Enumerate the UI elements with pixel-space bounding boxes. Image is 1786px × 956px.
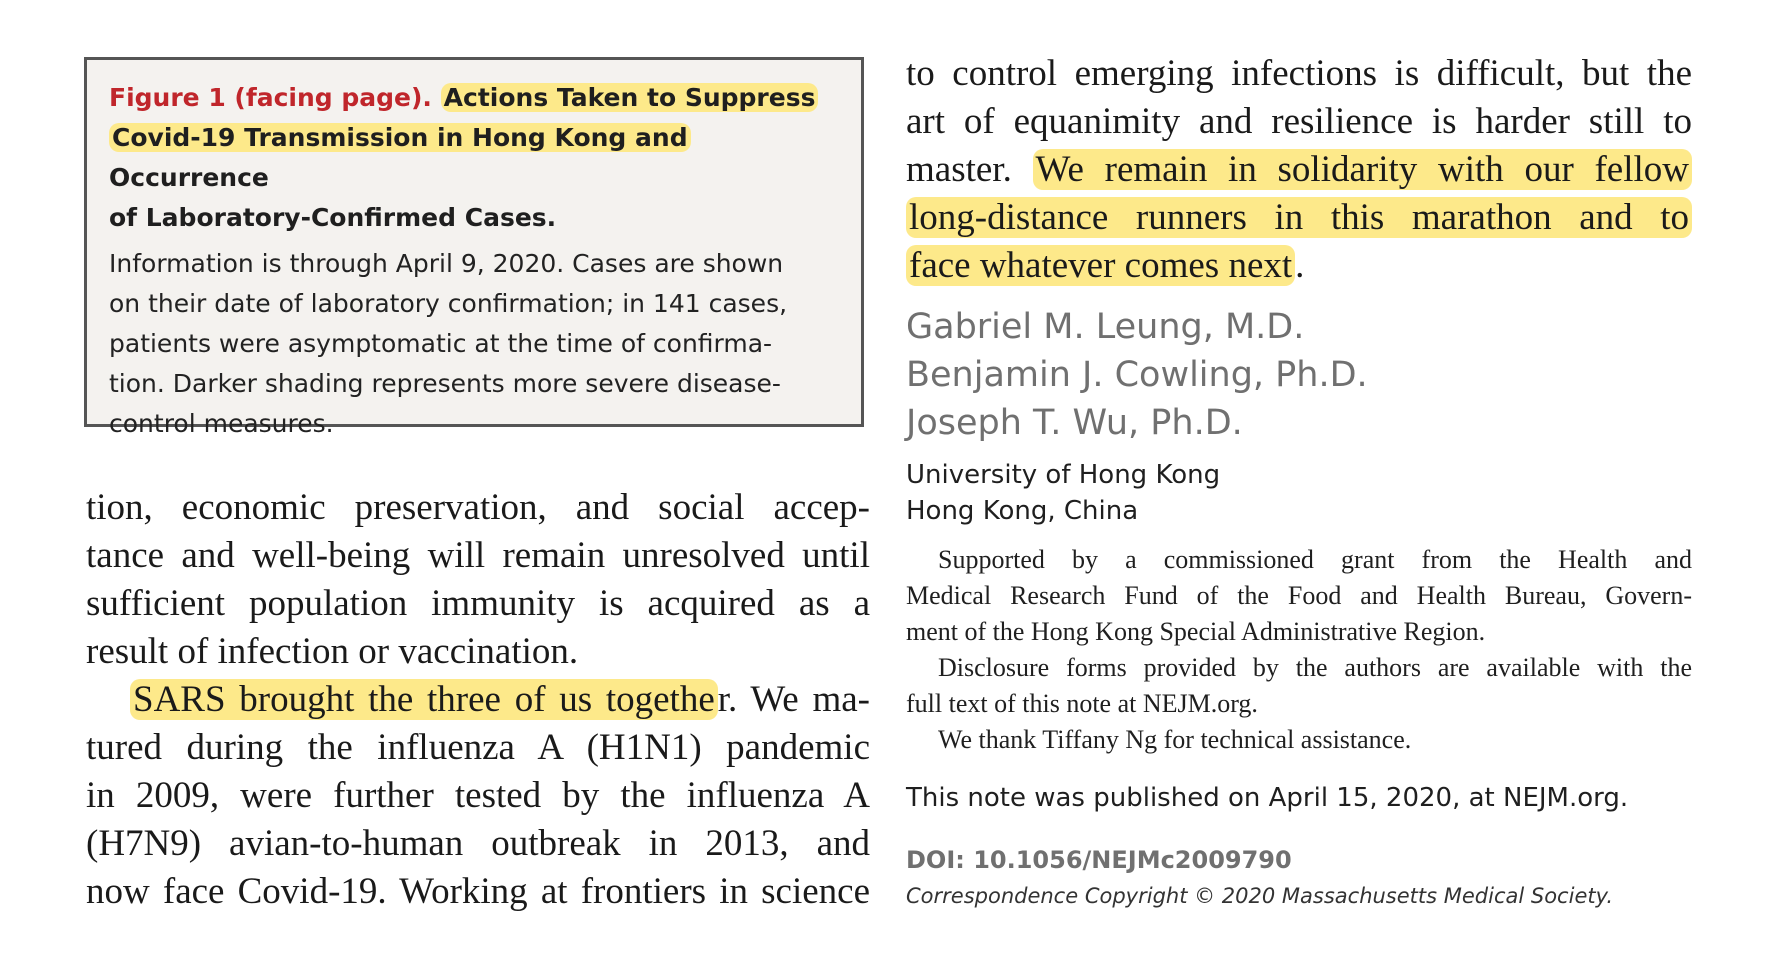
caption-title-rest-2: of Laboratory-Confirmed Cases. (109, 203, 557, 232)
runners-highlight: long-distance runners in this marathon and to (906, 197, 1692, 238)
sars-highlight-tail: r (717, 679, 729, 720)
caption-body-line: patients were asymptomatic at the time of confirma- (109, 329, 773, 358)
affiliation-line: Hong Kong, China (906, 496, 1139, 526)
body-line: in 2009, were further tested by the influenza A (86, 775, 870, 816)
author-list (906, 303, 1368, 447)
sars-highlight (130, 679, 718, 720)
affiliation (906, 457, 1220, 529)
left-column-text (86, 484, 870, 916)
caption-body-line: Information is through April 9, 2020. Cases are shown (109, 249, 784, 278)
body-line: sufficient population immunity is acquired as a (86, 583, 870, 624)
highlighted-line (906, 146, 1692, 194)
body-line: to control emerging infections is difficult, but the (906, 53, 1692, 94)
figure-label: Figure 1 (facing page). (109, 83, 432, 112)
author-name: Benjamin J. Cowling, Ph.D. (906, 355, 1368, 395)
solidarity-highlight: We remain in solidarity with our fellow (1033, 149, 1692, 190)
body-line: tance and well-being will remain unresolved until (86, 535, 870, 576)
note-line: We thank Tiffany Ng for technical assistance. (938, 725, 1412, 754)
body-line: tion, economic preservation, and social accep- (86, 487, 870, 528)
body-line: now face Covid-19. Working at frontiers in science (86, 871, 870, 912)
doi: DOI: 10.1056/NEJMc2009790 (906, 846, 1292, 874)
highlighted-line (906, 194, 1692, 242)
master-text: master. (906, 149, 1012, 190)
body-line: art of equanimity and resilience is harder still to (906, 101, 1692, 142)
paragraph-2-line-rest: . We ma- (728, 679, 870, 720)
note-line: Supported by a commissioned grant from the Health and (938, 545, 1692, 574)
note-line: full text of this note at NEJM.org. (906, 689, 1258, 718)
whatever-highlight: face whatever comes next (906, 245, 1295, 286)
sentence-end: . (1295, 245, 1305, 286)
caption-highlight-1: Actions Taken to Suppress (441, 83, 819, 112)
figure-caption-box (84, 57, 864, 438)
publication-note: This note was published on April 15, 2020, at NEJM.org. (906, 783, 1629, 813)
note-line: Medical Research Fund of the Food and Health Bureau, Govern- (906, 581, 1692, 610)
caption-title-rest-1: Occurrence (109, 163, 269, 192)
affiliation-line: University of Hong Kong (906, 460, 1221, 490)
caption-body-line: control measures. (109, 409, 334, 438)
caption-highlight-2: Covid-19 Transmission in Hong Kong and (109, 123, 691, 152)
caption-body-line: on their date of laboratory confirmation; in 141 cases, (109, 289, 788, 318)
figure-caption-body (109, 244, 837, 444)
body-line: result of infection or vaccination. (86, 631, 579, 672)
paragraph-2-first-line (86, 676, 870, 724)
caption-body-line: tion. Darker shading represents more severe disease- (109, 369, 781, 398)
note-line: Disclosure forms provided by the authors are available with the (938, 653, 1692, 682)
figure-caption-title (109, 78, 837, 238)
sars-highlight-text: SARS brought the three of us togethe (133, 679, 715, 720)
copyright-notice: Correspondence Copyright © 2020 Massachusetts Medical Society. (906, 884, 1614, 908)
body-line: (H7N9) avian-to-human outbreak in 2013, and (86, 823, 870, 864)
body-line: tured during the influenza A (H1N1) pandemic (86, 727, 870, 768)
funding-notes (906, 542, 1692, 758)
right-column-text (906, 50, 1692, 290)
author-name: Gabriel M. Leung, M.D. (906, 307, 1305, 347)
author-name: Joseph T. Wu, Ph.D. (906, 403, 1243, 443)
highlighted-line (906, 242, 1692, 290)
note-line: ment of the Hong Kong Special Administrative Region. (906, 617, 1486, 646)
